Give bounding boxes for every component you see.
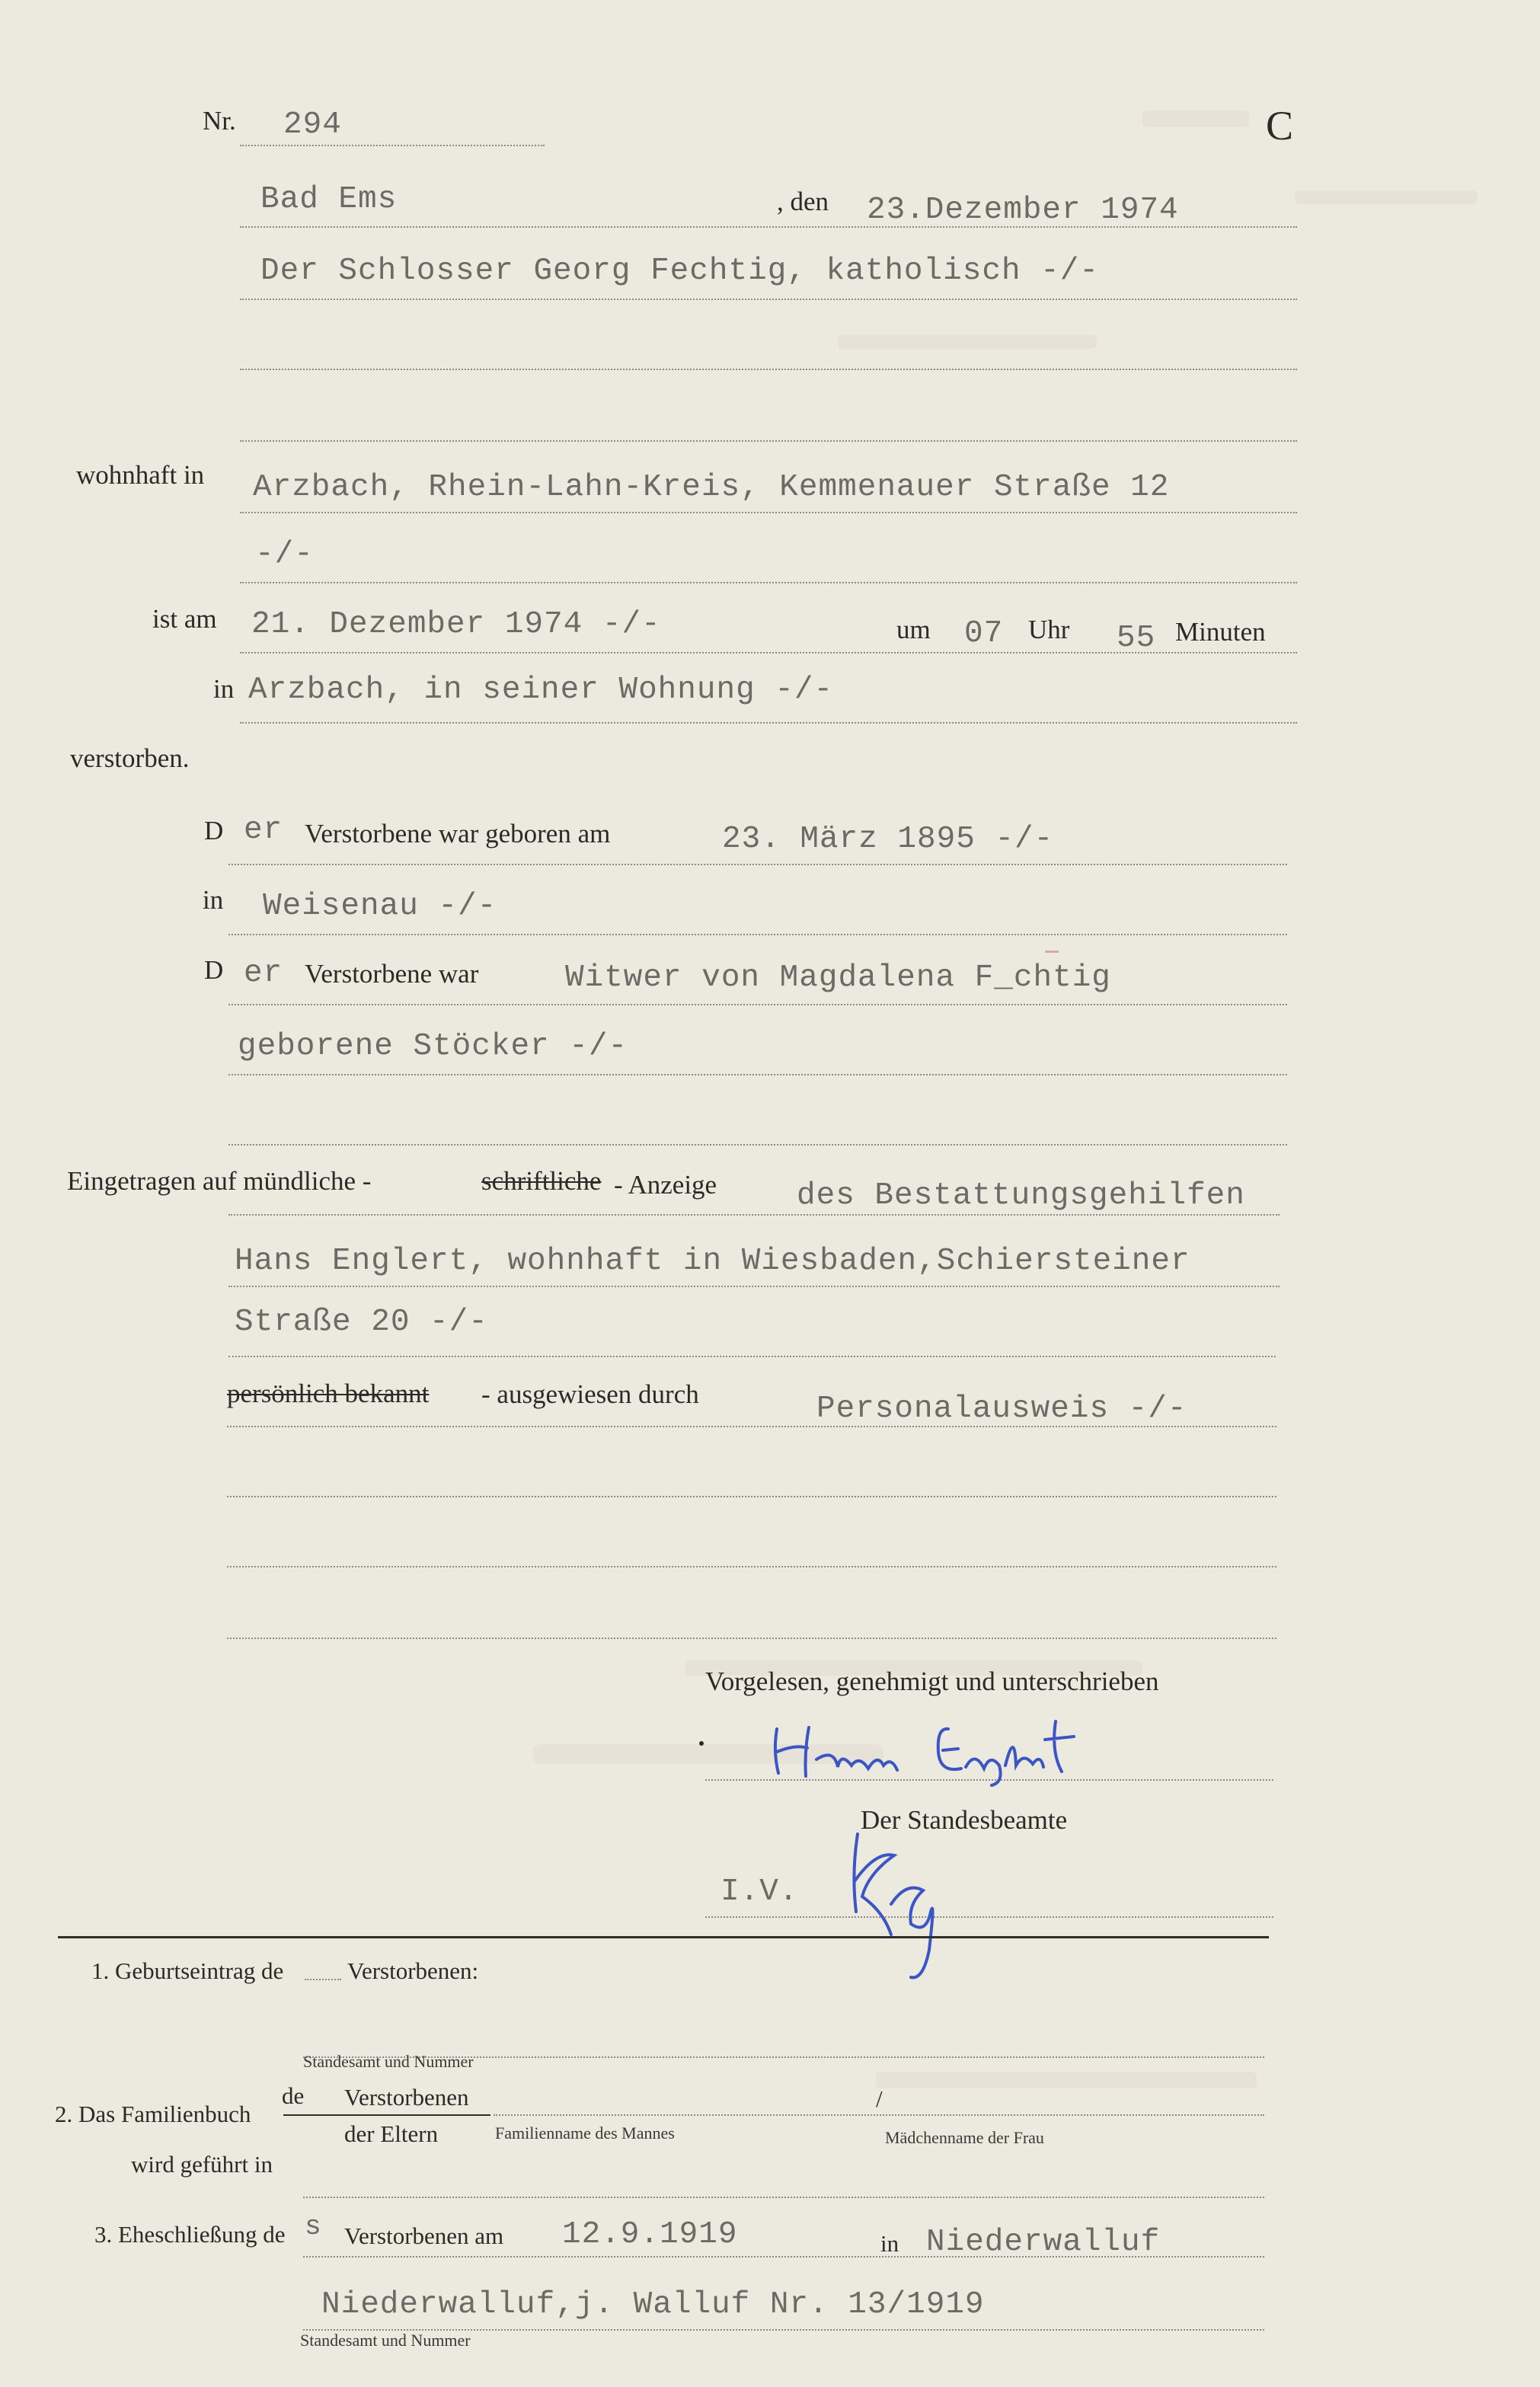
- birth-in-label: in: [203, 885, 224, 915]
- footer-1-label: 1. Geburtseintrag de: [91, 1957, 284, 1984]
- marital-er: er: [244, 956, 283, 991]
- footer-3-date: 12.9.1919: [562, 2217, 738, 2252]
- id-line: [227, 1426, 1276, 1427]
- iv-label: I.V.: [720, 1874, 799, 1909]
- birth-date: 23. März 1895 -/-: [722, 822, 1054, 857]
- footer-2-verstorbenen: Verstorbenen: [344, 2084, 469, 2111]
- registration-strike: schriftliche: [481, 1166, 602, 1196]
- address-line-2: [240, 582, 1297, 583]
- nr-value: 294: [283, 107, 342, 142]
- minuten-label: Minuten: [1175, 617, 1266, 647]
- footer-2-de: de: [282, 2082, 305, 2109]
- registration-value-1: des Bestattungsgehilfen: [797, 1178, 1245, 1213]
- death-place-line: [240, 722, 1297, 724]
- footer-2-maedchen: Mädchenname der Frau: [885, 2128, 1044, 2147]
- informant-dot: [699, 1741, 704, 1746]
- standesbeamte-label: Der Standesbeamte: [861, 1805, 1068, 1835]
- marital-line: [228, 1004, 1287, 1005]
- registration-value-2: Hans Englert, wohnhaft in Wiesbaden,Schiersteiner: [235, 1244, 1190, 1279]
- den-label: , den: [777, 187, 829, 216]
- footer-1-label-b: Verstorbenen:: [347, 1957, 479, 1984]
- ist-am-label: ist am: [152, 604, 217, 634]
- wohnhaft-label: wohnhaft in: [76, 460, 205, 490]
- death-date: 21. Dezember 1974 -/-: [251, 607, 661, 642]
- footer-3-label: 3. Eheschließung de: [94, 2221, 286, 2248]
- death-minutes: 55: [1117, 621, 1156, 656]
- footer-2-gefuehrt-line: [303, 2197, 1264, 2198]
- official-signature-line: [705, 1916, 1273, 1918]
- footer-3-caption: Standesamt und Nummer: [300, 2331, 471, 2350]
- footer-3-registry: Niederwalluf,j. Walluf Nr. 13/1919: [321, 2287, 985, 2322]
- uhr-label: Uhr: [1028, 615, 1070, 644]
- marital-line-3: [228, 1144, 1287, 1146]
- corner-letter: C: [1266, 103, 1294, 149]
- footer-separator: [58, 1936, 1269, 1938]
- marital-value-cont: geborene Stöcker -/-: [238, 1029, 628, 1064]
- marital-label: Verstorbene war: [305, 959, 479, 989]
- footer-3-in: in: [880, 2230, 899, 2257]
- marital-value: Witwer von Magdalena F_chtig: [565, 960, 1111, 995]
- footer-2-gefuehrt: wird geführt in: [131, 2151, 273, 2178]
- footer-2-slash: /: [876, 2085, 883, 2112]
- footer-3-line: [303, 2256, 1264, 2258]
- registration-line-3: [228, 1356, 1276, 1357]
- official-signature: [838, 1828, 960, 1996]
- footer-2-line: [494, 2114, 1264, 2116]
- birth-label: Verstorbene war geboren am: [305, 819, 611, 848]
- date-value: 23.Dezember 1974: [867, 193, 1179, 228]
- blank-line-1: [227, 1496, 1276, 1497]
- footer-2-fraction-bar: [283, 2114, 490, 2116]
- footer-2-fam-mann: Familienname des Mannes: [495, 2123, 675, 2143]
- death-place: Arzbach, in seiner Wohnung -/-: [248, 673, 834, 708]
- death-in-label: in: [213, 674, 235, 704]
- birth-d: D: [204, 816, 224, 845]
- registration-label-a: Eingetragen auf mündliche -: [67, 1166, 372, 1196]
- marital-line-2: [228, 1074, 1287, 1075]
- address-line: [240, 512, 1297, 513]
- birth-er: er: [244, 813, 283, 848]
- id-strike: persönlich bekannt: [227, 1379, 430, 1408]
- footer-3-verst: Verstorbenen am: [344, 2222, 504, 2249]
- footer-3-s: s: [305, 2211, 322, 2242]
- birth-date-line: [228, 864, 1287, 865]
- birth-place: Weisenau -/-: [263, 889, 497, 924]
- blank-line-3: [227, 1638, 1276, 1639]
- person-line-rule-3: [240, 440, 1297, 442]
- address-value: Arzbach, Rhein-Lahn-Kreis, Kemmenauer Straße 12: [253, 470, 1170, 505]
- death-hour: 07: [964, 616, 1004, 651]
- id-value: Personalausweis -/-: [816, 1392, 1187, 1427]
- marital-d: D: [204, 955, 224, 985]
- verstorben-label: verstorben.: [70, 743, 190, 773]
- blank-line-2: [227, 1566, 1276, 1567]
- correction-mark: [1045, 951, 1059, 953]
- footer-1-caption: Standesamt und Nummer: [303, 2052, 474, 2071]
- registration-value-3: Straße 20 -/-: [235, 1305, 488, 1340]
- address-cont: -/-: [255, 537, 314, 572]
- nr-label: Nr.: [203, 106, 236, 136]
- person-line: Der Schlosser Georg Fechtig, katholisch -/-: [260, 254, 1099, 289]
- id-label: - ausgewiesen durch: [481, 1379, 699, 1409]
- nr-line: [240, 145, 545, 146]
- registration-line-2: [228, 1286, 1280, 1287]
- informant-signature: [762, 1706, 1089, 1790]
- footer-1-dots: [305, 1979, 341, 1980]
- footer-2-label: 2. Das Familienbuch: [55, 2101, 251, 2127]
- footer-2-eltern: der Eltern: [344, 2120, 439, 2147]
- birth-place-line: [228, 934, 1287, 935]
- registration-label-b: - Anzeige: [614, 1170, 717, 1200]
- place-value: Bad Ems: [260, 182, 398, 217]
- footer-3-place: Niederwalluf: [926, 2225, 1161, 2260]
- vorgelesen-text: Vorgelesen, genehmigt und unterschrieben: [705, 1666, 1159, 1696]
- person-line-rule-2: [240, 369, 1297, 370]
- registration-line-1: [228, 1214, 1280, 1216]
- place-date-line: [240, 226, 1297, 228]
- death-date-line: [240, 652, 1297, 653]
- person-line-rule: [240, 299, 1297, 300]
- um-label: um: [896, 615, 931, 644]
